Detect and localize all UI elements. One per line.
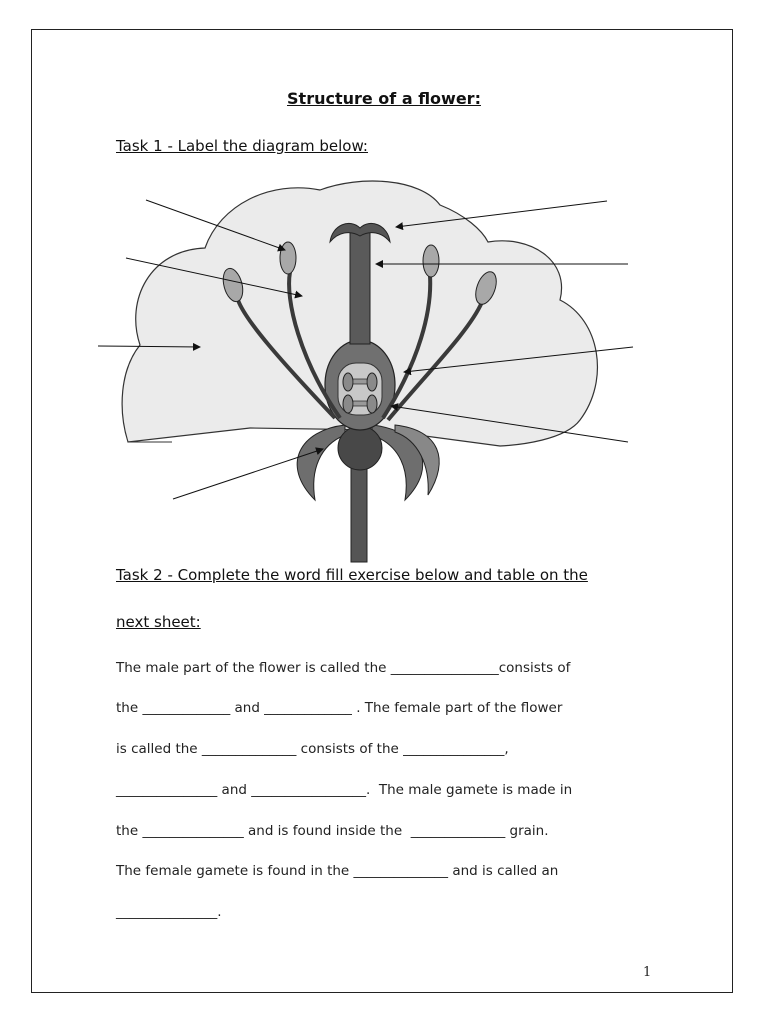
page-number: 1 [643,965,652,980]
ovule-icon [367,373,377,391]
fill-line-5: the _______________ and is found inside the ______________ grain. [116,823,549,839]
page-title: Structure of a flower: [287,89,481,108]
anther [280,242,296,274]
receptacle [338,426,382,470]
ovule-icon [343,373,353,391]
ovule-icon [367,395,377,413]
style [350,232,370,344]
fill-line-6: The female gamete is found in the ______________ and is called an [116,863,559,879]
fill-line-3: is called the ______________ consists of the _______________, [116,741,509,757]
fill-line-4: _______________ and _________________. The male gamete is made in [116,782,573,798]
sepal-left [297,425,345,500]
task-1-heading: Task 1 - Label the diagram below: [116,137,368,155]
fill-line-7: _______________. [116,904,222,920]
task-2-heading-cont: next sheet: [116,613,201,631]
fill-line-2: the _____________ and _____________ . The female part of the flower [116,700,563,716]
anther [423,245,439,277]
fill-line-1: The male part of the flower is called the ________________consists of [116,660,571,676]
task-2-heading: Task 2 - Complete the word fill exercise below and table on the [116,566,588,584]
ovule-icon [343,395,353,413]
